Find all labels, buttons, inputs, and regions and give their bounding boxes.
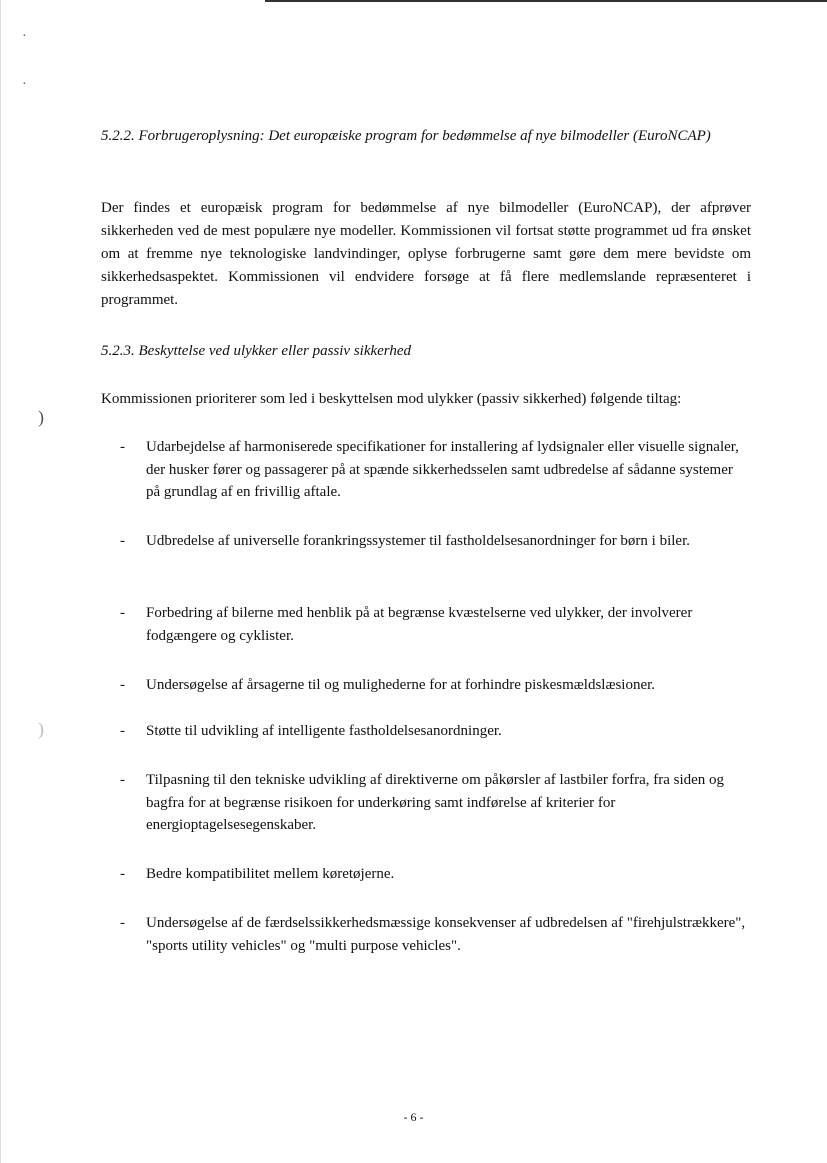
list-item-text: Udarbejdelse af harmoniserede specifikationer for installering af lydsignaler eller visuelle signaler, der husker fører og passagerer på at spænde sikkerhedsselen samt udbredelse af sådanne systemer på grundlag af en frivillig aftale.: [146, 439, 739, 500]
scan-edge: [0, 0, 1, 1163]
scan-speck: ·: [22, 29, 27, 44]
section-heading-5-2-2: 5.2.2. Forbrugeroplysning: Det europæiske program for bedømmelse af nye bilmodeller (EuroNCAP): [101, 128, 711, 144]
list-bullet: -: [120, 772, 125, 788]
scan-speck: ·: [22, 77, 27, 92]
list-item: [120, 912, 748, 957]
list-item-text: Udbredelse af universelle forankringssystemer til fastholdelsesanordninger for børn i biler.: [146, 533, 691, 549]
list-item-text: Tilpasning til den tekniske udvikling af direktiverne om påkørsler af lastbiler forfra, fra siden og bagfra for at begrænse risikoen for underkøring samt indførelse af kriterier for energioptagelsesegenskaber.: [146, 772, 725, 833]
scan-hole-mark: ): [38, 719, 44, 739]
section-heading-5-2-3: 5.2.3. Beskyttelse ved ulykker eller passiv sikkerhed: [101, 343, 412, 359]
list-item: [120, 769, 748, 837]
list-item: [120, 602, 748, 647]
list-item: [120, 530, 748, 553]
list-item: [120, 436, 748, 504]
list-item-text: Undersøgelse af de færdselssikkerhedsmæssige konsekvenser af udbredelsen af "firehjulstrækkere", "sports utility vehicles" og "multi purpose vehicles".: [146, 915, 746, 954]
page-number: - 6 -: [403, 1110, 424, 1124]
list-bullet: -: [120, 533, 125, 549]
list-item-text: Bedre kompatibilitet mellem køretøjerne.: [146, 866, 395, 882]
list-bullet: -: [120, 605, 125, 621]
list-item-text: Undersøgelse af årsagerne til og mulighederne for at forhindre piskesmældslæsioner.: [146, 677, 656, 693]
scan-hole-mark: ): [38, 407, 44, 427]
list-item-text: Støtte til udvikling af intelligente fastholdelsesanordninger.: [146, 723, 502, 739]
section-paragraph-5-2-2: Der findes et europæisk program for bedømmelse af nye bilmodeller (EuroNCAP), der afprøver sikkerheden ved de mest populære nye modeller. Kommissionen vil fortsat støtte programmet ud fra ønsket om at fremme nye teknologiske landvindinger, oplyse forbrugerne samt gøre dem mere bevidste om sikkerhedsaspektet. Kommissionen vil endvidere forsøge at få flere medlemslande repræsenteret i programmet.: [101, 200, 751, 308]
list-bullet: -: [120, 723, 125, 739]
list-item: [120, 720, 748, 743]
list-bullet: -: [120, 439, 125, 455]
list-bullet: -: [120, 866, 125, 882]
scan-top-line: [265, 0, 827, 2]
list-item-text: Forbedring af bilerne med henblik på at begrænse kvæstelserne ved ulykker, der involverer fodgængere og cyklister.: [146, 605, 693, 644]
list-item: [120, 863, 748, 886]
list-item: [120, 674, 748, 697]
section-intro-5-2-3: Kommissionen prioriterer som led i beskyttelsen mod ulykker (passiv sikkerhed) følgende tiltag:: [101, 391, 682, 407]
list-bullet: -: [120, 677, 125, 693]
list-bullet: -: [120, 915, 125, 931]
